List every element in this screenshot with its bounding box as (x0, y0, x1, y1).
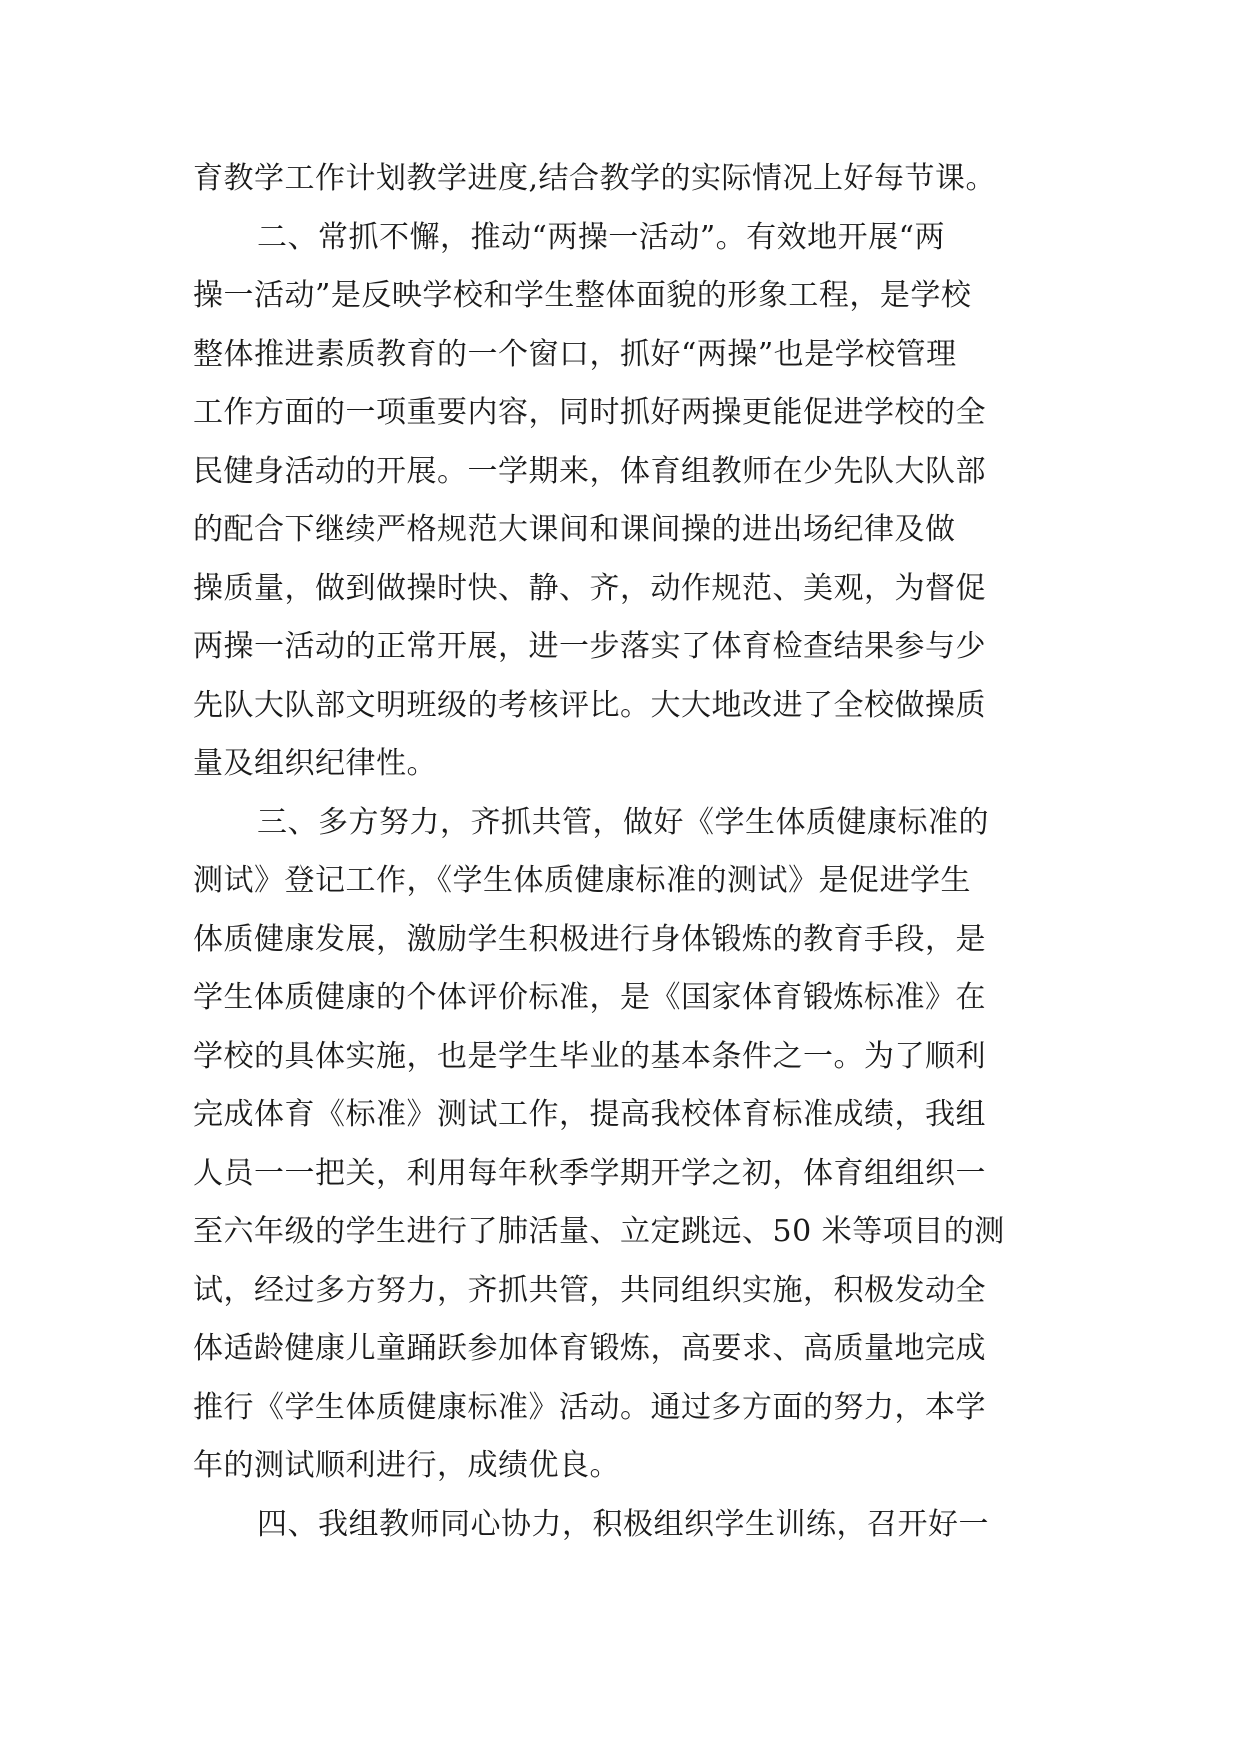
text-line: 两操一活动的正常开展，进一步落实了体育检查结果参与少 (193, 629, 986, 664)
text-line: 操一活动”是反映学校和学生整体面貌的形象工程，是学校 (193, 278, 972, 313)
text-line: 至六年级的学生进行了肺活量、立定跳远、50 米等项目的测 (193, 1214, 1005, 1249)
text-line: 体质健康发展，激励学生积极进行身体锻炼的教育手段，是 (193, 921, 986, 957)
paragraph-2-heading-line: 二、常抓不懈，推动“两操一活动”。有效地开展“两 (257, 219, 946, 255)
text-line: 人员一一把关，利用每年秋季学期开学之初，体育组组织一 (193, 1155, 986, 1191)
text-line: 学生体质健康的个体评价标准，是《国家体育锻炼标准》在 (193, 980, 986, 1015)
text-line: 测试》登记工作，《学生体质健康标准的测试》是促进学生 (193, 863, 971, 898)
document-body (193, 150, 1073, 1554)
text-line: 推行《学生体质健康标准》活动。通过多方面的努力，本学 (193, 1389, 986, 1425)
paragraph-3-heading-line: 三、多方努力，齐抓共管，做好《学生体质健康标准的 (257, 804, 989, 840)
text-line: 的配合下继续严格规范大课间和课间操的进出场纪律及做 (193, 512, 956, 547)
text-line: 量及组织纪律性。 (193, 746, 437, 781)
text-line: 体适龄健康儿童踊跃参加体育锻炼，高要求、高质量地完成 (193, 1331, 986, 1366)
text-line: 试，经过多方努力，齐抓共管，共同组织实施，积极发动全 (193, 1272, 986, 1308)
text-line: 操质量，做到做操时快、静、齐，动作规范、美观，为督促 (193, 570, 986, 606)
text-line: 先队大队部文明班级的考核评比。大大地改进了全校做操质 (193, 687, 986, 723)
text-line: 整体推进素质教育的一个窗口，抓好“两操”也是学校管理 (193, 336, 957, 372)
text-line: 完成体育《标准》测试工作，提高我校体育标准成绩，我组 (193, 1097, 986, 1132)
text-line: 民健身活动的开展。一学期来，体育组教师在少先队大队部 (193, 453, 986, 489)
text-line: 年的测试顺利进行，成绩优良。 (193, 1448, 620, 1483)
text-line: 学校的具体实施，也是学生毕业的基本条件之一。为了顺利 (193, 1038, 986, 1074)
text-line: 工作方面的一项重要内容，同时抓好两操更能促进学校的全 (193, 395, 986, 430)
text-line: 育教学工作计划教学进度,结合教学的实际情况上好每节课。 (193, 161, 997, 196)
paragraph-4-heading-line: 四、我组教师同心协力，积极组织学生训练，召开好一 (257, 1506, 989, 1542)
